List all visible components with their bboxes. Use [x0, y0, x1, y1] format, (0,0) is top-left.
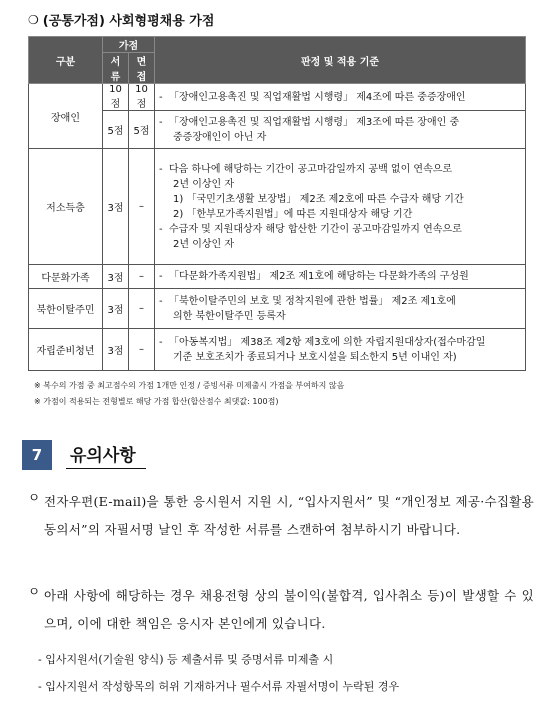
row-category: 자립준비청년 [29, 329, 103, 371]
row-interview: 10점 [129, 84, 155, 111]
header-criteria: 판정 및 적용 기준 [155, 37, 526, 84]
circle-bullet-icon: ❍ [28, 12, 39, 27]
section-title [28, 10, 214, 29]
table-row [29, 289, 526, 329]
row-interview: – [129, 149, 155, 265]
section-heading [22, 440, 146, 470]
row-category: 북한이탈주민 [29, 289, 103, 329]
table-notes [34, 378, 344, 410]
row-category: 장애인 [29, 84, 103, 149]
dash-list-item: - 입사지원서 작성항목의 허위 기재하거나 필수서류 자필서명이 누락된 경우 [38, 680, 400, 693]
section-title-text: (공통가점) 사회형평채용 가점 [42, 14, 215, 29]
row-criteria: - 「아동복지법」 제38조 제2항 제3호에 의한 자립지원대상자(접수마감일 기준 보호조치가 종료되거나 보호시설을 퇴소한지 5년 이내인 자) [155, 329, 526, 371]
row-interview: 5점 [129, 111, 155, 149]
row-criteria: - 「장애인고용촉진 및 직업재활법 시행령」 제4조에 따른 중증장애인 [155, 84, 526, 111]
table-row [29, 149, 526, 265]
notice-paragraph [28, 488, 534, 544]
row-interview: – [129, 289, 155, 329]
row-docs: 5점 [103, 111, 129, 149]
row-interview: – [129, 329, 155, 371]
section-number-badge: 7 [22, 440, 52, 470]
row-docs: 3점 [103, 265, 129, 289]
paragraph-text: 전자우편(E-mail)을 통한 응시원서 지원 시, “입사지원서” 및 “개인정보 제공·수집활용 동의서”의 자필서명 날인 후 작성한 서류를 스캔하여 첨부하시기 바랍니다. [44, 494, 534, 537]
row-docs: 10점 [103, 84, 129, 111]
row-docs: 3점 [103, 289, 129, 329]
table-row [29, 84, 526, 111]
table-row [29, 265, 526, 289]
row-docs: 3점 [103, 149, 129, 265]
notice-paragraph [28, 582, 534, 638]
row-criteria: - 「다문화가족지원법」 제2조 제1호에 해당하는 다문화가족의 구성원 [155, 265, 526, 289]
table-row [29, 111, 526, 149]
row-category: 다문화가족 [29, 265, 103, 289]
note-line: ※ 가점이 적용되는 전형별로 해당 가점 합산(합산점수 최댓값: 100점) [34, 397, 279, 406]
row-interview: – [129, 265, 155, 289]
section-heading-label: 유의사항 [66, 441, 146, 469]
header-category: 구분 [29, 37, 103, 84]
table-row [29, 329, 526, 371]
bullet-icon: ㅇ [28, 490, 41, 505]
dash-list-item: - 입사지원서(기술원 양식) 등 제출서류 및 증명서류 미제출 시 [38, 653, 334, 666]
paragraph-text: 아래 사항에 해당하는 경우 채용전형 상의 불이익(불합격, 입사취소 등)이 발생할 수 있으며, 이에 대한 책임은 응시자 본인에게 있습니다. [44, 588, 534, 631]
row-category: 저소득층 [29, 149, 103, 265]
row-criteria: - 다음 하나에 해당하는 기간이 공고마감일까지 공백 없이 연속으로 2년 이상인 자 1) 「국민기초생활 보장법」 제2조 제2호에 따른 수급자 해당 기간 2) 「한부모가족지원법」에 따른 지원대상자 해당 기간 - 수급자 및 지원대상자 해당 합산한 기간이 공고마감일까지 연속으로 2년 이상인 자 [155, 149, 526, 265]
row-criteria: - 「북한이탈주민의 보호 및 정착지원에 관한 법률」 제2조 제1호에 의한 북한이탈주민 등록자 [155, 289, 526, 329]
row-docs: 3점 [103, 329, 129, 371]
row-criteria: - 「장애인고용촉진 및 직업재활법 시행령」 제3조에 따른 장애인 중 중증장애인이 아닌 자 [155, 111, 526, 149]
header-points: 가점 [103, 37, 155, 53]
bonus-points-table [28, 36, 526, 371]
header-docs: 서류 [103, 53, 129, 84]
header-interview: 면접 [129, 53, 155, 84]
bullet-icon: ㅇ [28, 584, 41, 599]
note-line: ※ 복수의 가점 중 최고점수의 가점 1개만 인정 / 증빙서류 미제출시 가점을 부여하지 않음 [34, 381, 345, 390]
